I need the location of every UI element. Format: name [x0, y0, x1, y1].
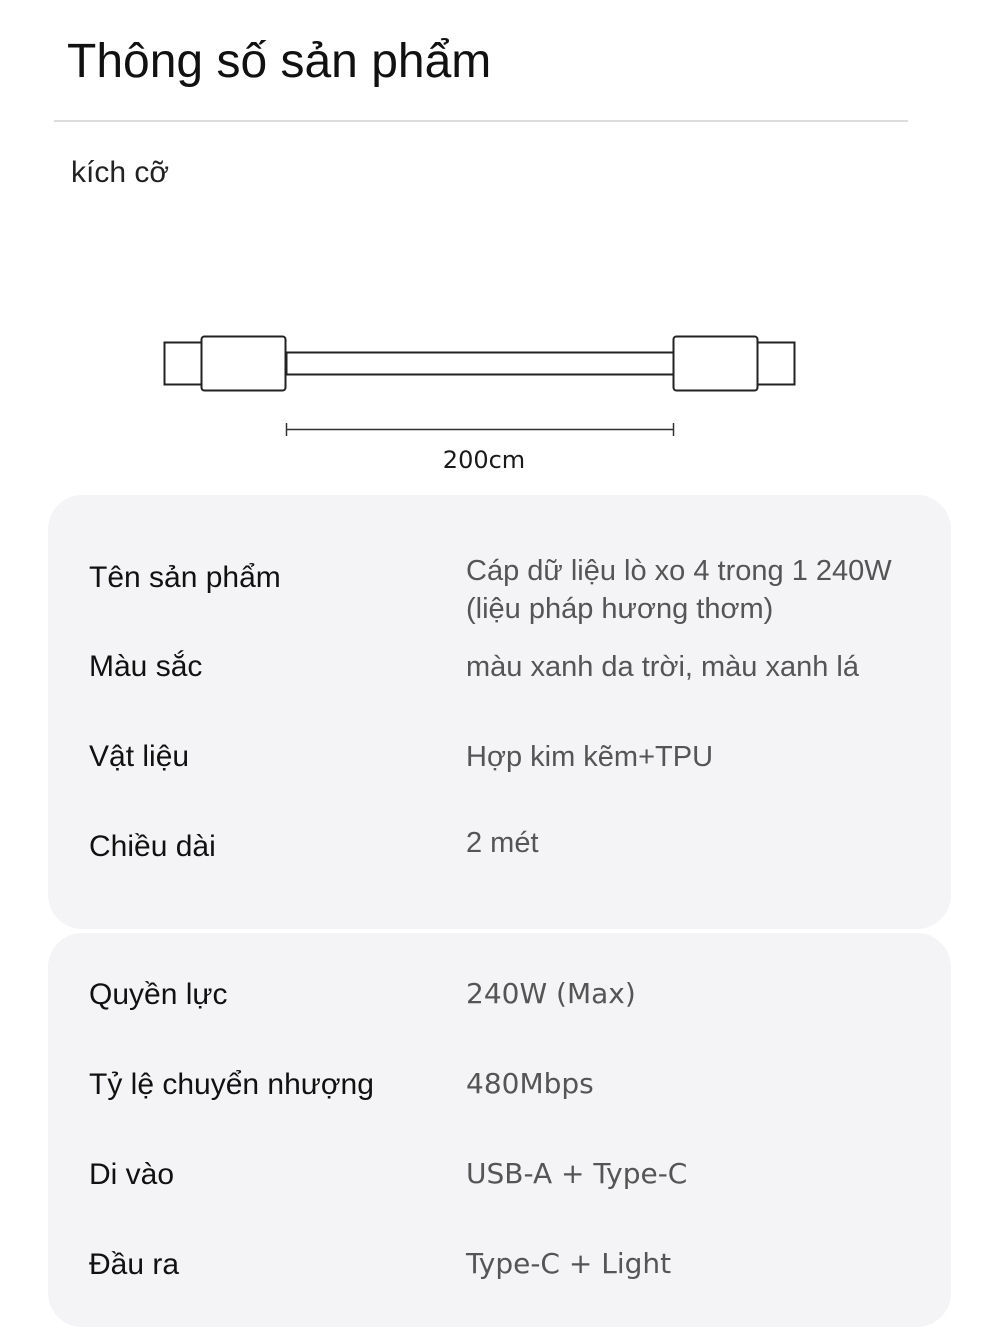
- spec-value: USB-A + Type-C: [466, 1157, 688, 1190]
- spec-value: 480Mbps: [466, 1067, 594, 1100]
- spec-key: Vật liệu: [89, 740, 190, 773]
- left-connector-body: [202, 337, 286, 391]
- title-divider: [54, 120, 908, 122]
- spec-key: Quyền lực: [89, 978, 228, 1011]
- spec-value: Hợp kim kẽm+TPU: [466, 741, 714, 773]
- spec-key: Đầu ra: [89, 1248, 180, 1281]
- spec-value: màu xanh da trời, màu xanh lá: [466, 651, 860, 683]
- cable-line: [287, 353, 674, 375]
- right-connector-tip: [758, 343, 795, 385]
- spec-key: Tên sản phẩm: [89, 561, 281, 594]
- spec-key: Chiều dài: [89, 830, 216, 863]
- spec-key: Di vào: [89, 1158, 175, 1191]
- dimension-label: 200cm: [442, 446, 526, 474]
- spec-value: 240W (Max): [466, 977, 636, 1010]
- spec-value: Type-C + Light: [466, 1247, 672, 1280]
- right-connector-body: [674, 337, 758, 391]
- spec-card-technical: [48, 933, 951, 1327]
- spec-key: Màu sắc: [89, 650, 203, 683]
- page-title: Thông số sản phẩm: [67, 35, 492, 88]
- spec-card-general: [48, 495, 951, 929]
- spec-value: Cáp dữ liệu lò xo 4 trong 1 240W (liệu pháp hương thơm): [466, 555, 892, 625]
- spec-key: Tỷ lệ chuyển nhượng: [89, 1068, 374, 1101]
- left-connector-tip: [165, 343, 203, 385]
- size-label: kích cỡ: [71, 156, 170, 189]
- cable-diagram: [150, 320, 810, 440]
- spec-value: 2 mét: [466, 827, 539, 859]
